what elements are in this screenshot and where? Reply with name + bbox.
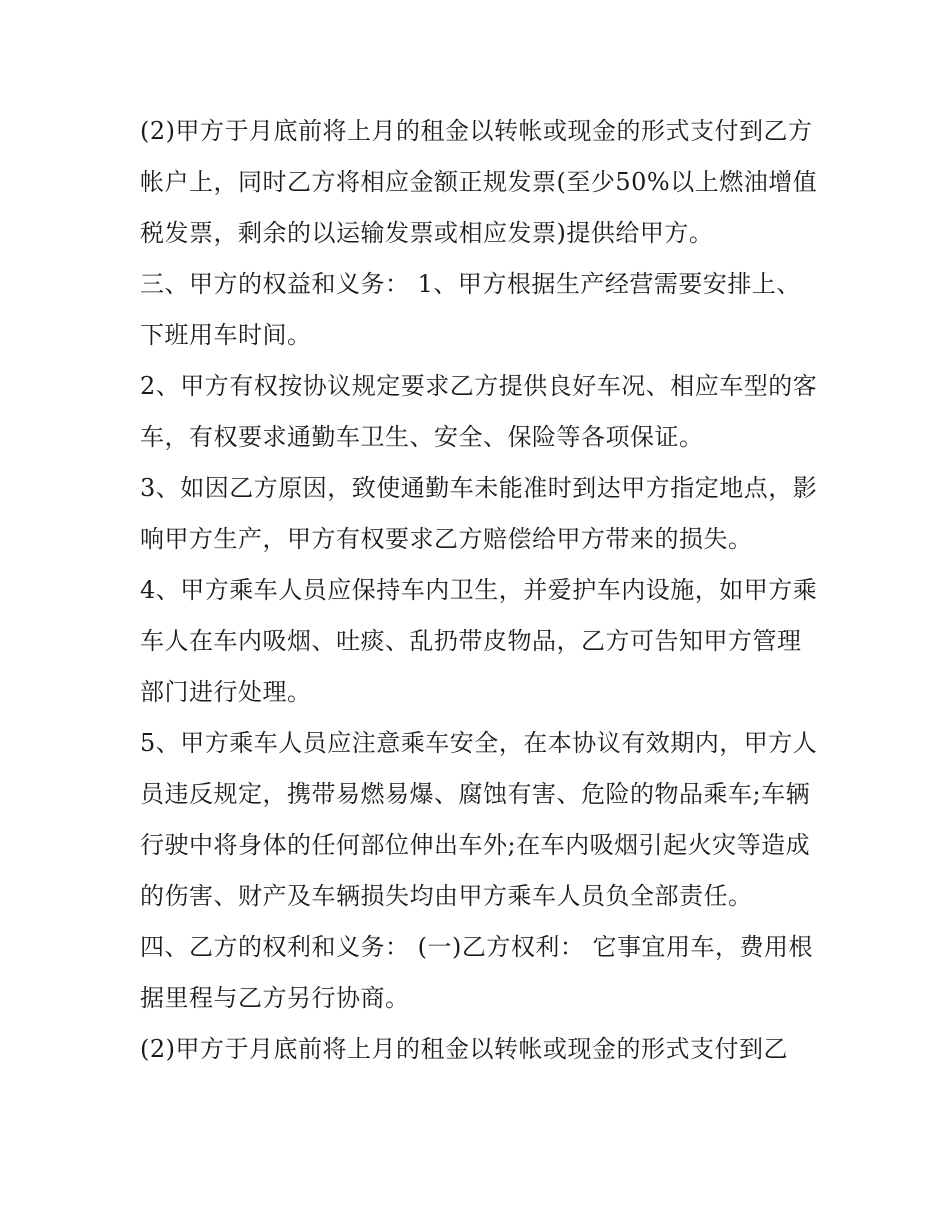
document-body [140, 106, 820, 1075]
paragraph-party-a-right-4: 4、甲方乘车人员应保持车内卫生，并爱护车内设施，如甲方乘车人在车内吸烟、吐痰、乱扔带皮物品，乙方可告知甲方管理部门进行处理。 [140, 576, 818, 706]
paragraph-party-b-rights-heading: 四、乙方的权利和义务： (一)乙方权利： 它事宜用车，费用根据里程与乙方另行协商。 [140, 933, 813, 1012]
paragraph-party-a-right-5: 5、甲方乘车人员应注意乘车安全，在本协议有效期内，甲方人员违反规定，携带易燃易爆、腐蚀有害、危险的物品乘车;车辆行驶中将身体的任何部位伸出车外;在车内吸烟引起火灾等造成的伤害、财产及车辆损失均由甲方乘车人员负全部责任。 [140, 729, 818, 910]
paragraph-party-a-right-2: 2、甲方有权按协议规定要求乙方提供良好车况、相应车型的客车，有权要求通勤车卫生、安全、保险等各项保证。 [140, 372, 818, 451]
paragraph-payment-terms: (2)甲方于月底前将上月的租金以转帐或现金的形式支付到乙方帐户上，同时乙方将相应金额正规发票(至少50%以上燃油增值税发票，剩余的以运输发票或相应发票)提供给甲方。 [140, 117, 818, 247]
paragraph-party-a-right-3: 3、如因乙方原因，致使通勤车未能准时到达甲方指定地点，影响甲方生产，甲方有权要求乙方赔偿给甲方带来的损失。 [140, 474, 818, 553]
paragraph-payment-terms-repeat: (2)甲方于月底前将上月的租金以转帐或现金的形式支付到乙 [140, 1035, 788, 1063]
paragraph-party-a-rights-heading: 三、甲方的权益和义务： 1、甲方根据生产经营需要安排上、下班用车时间。 [140, 270, 801, 349]
